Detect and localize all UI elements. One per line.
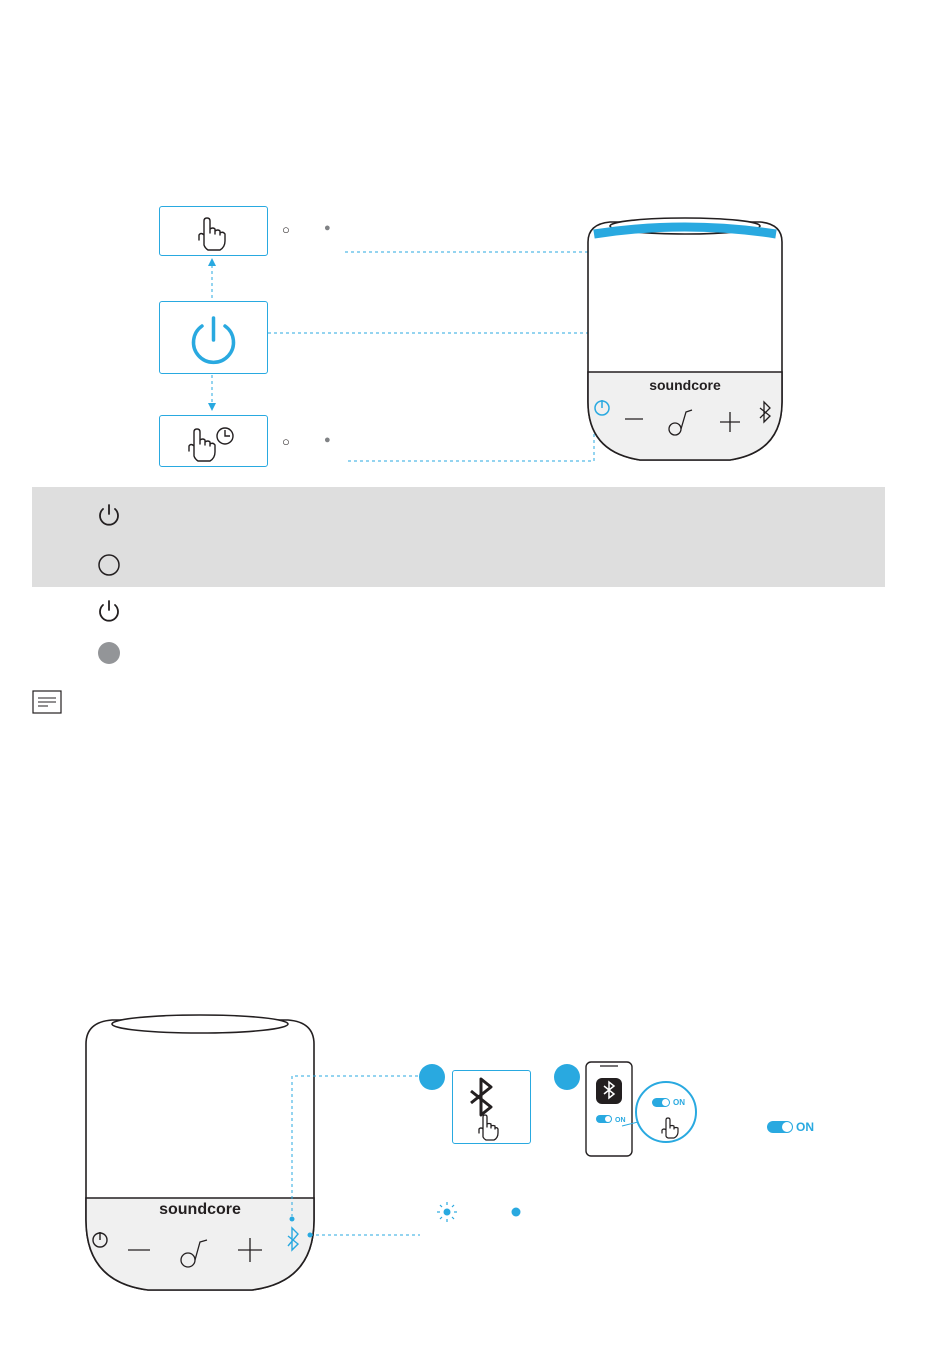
blinking-light-icon <box>436 1201 458 1223</box>
phone-toggle-label: ON <box>615 1117 626 1124</box>
empty-circle-icon <box>96 552 122 578</box>
step-1-box <box>452 1070 531 1144</box>
zoom-toggle-label: ON <box>673 1098 685 1107</box>
indicator-off-icon: ○ <box>282 434 291 449</box>
status-table-highlight <box>32 487 885 587</box>
toggle-on-indicator <box>767 1120 814 1134</box>
brand-logo: soundcore <box>159 1201 241 1218</box>
toggle-on-label: ON <box>796 1120 814 1134</box>
power-icon <box>96 502 122 528</box>
steady-light-icon <box>510 1206 522 1218</box>
step-1-badge <box>419 1064 445 1090</box>
hand-tap-icon <box>479 1115 498 1140</box>
filled-circle-icon <box>96 640 122 666</box>
brand-logo: soundcore <box>649 377 721 393</box>
step-2-badge <box>554 1064 580 1090</box>
indicator-off-icon: ○ <box>282 222 291 237</box>
speaker-illustration <box>580 212 790 472</box>
note-icon <box>32 690 62 714</box>
indicator-on-icon: ● <box>324 222 332 234</box>
power-icon <box>96 598 122 624</box>
toggle-switch-icon <box>767 1121 793 1133</box>
connector-lines <box>0 0 950 500</box>
indicator-on-icon: ● <box>324 434 332 446</box>
phone-icon <box>584 1060 704 1160</box>
bluetooth-icon <box>453 1071 530 1143</box>
